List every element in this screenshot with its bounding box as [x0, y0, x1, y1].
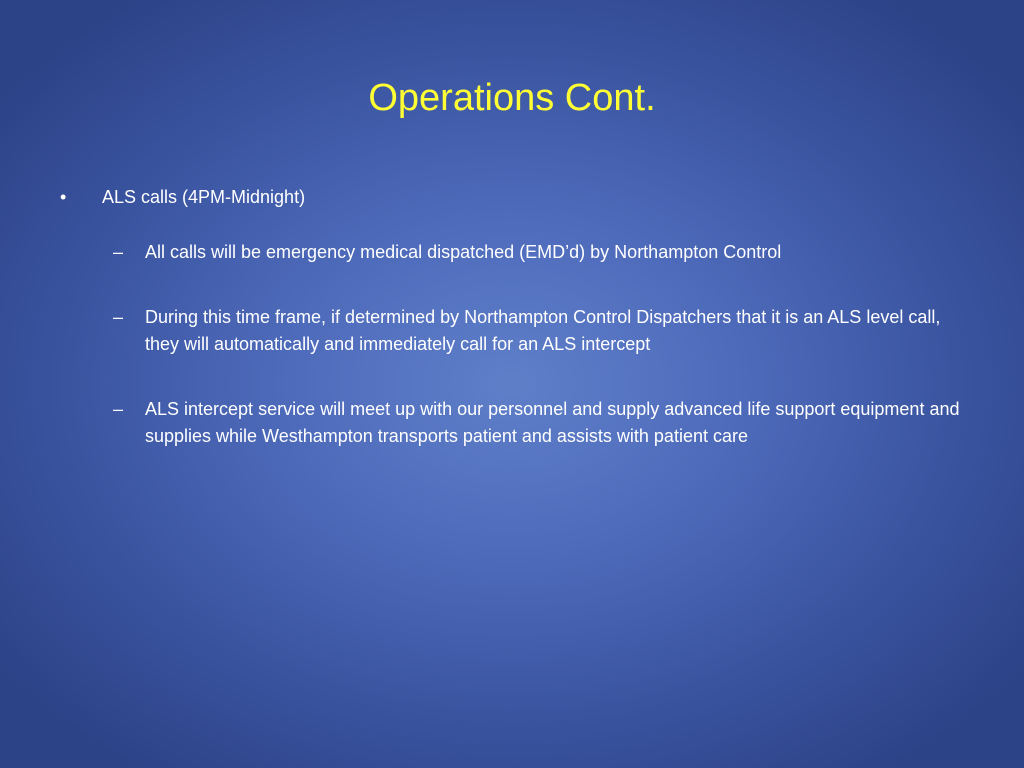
sub-bullet-item — [113, 396, 968, 450]
sub-bullet-item — [113, 239, 968, 266]
dash-marker: – — [113, 242, 124, 262]
bullet-item — [58, 184, 968, 211]
sub-bullet-item — [113, 304, 968, 358]
dash-marker: – — [113, 307, 124, 327]
slide-content — [58, 184, 968, 488]
bullet-text: ALS calls (4PM-Midnight) — [102, 187, 306, 207]
bullet-marker: • — [60, 187, 67, 207]
sub-bullet-text: During this time frame, if determined by Northampton Control Dispatchers that it is an ALS level call, they will automatically and immediately call for an ALS intercept — [145, 307, 941, 354]
slide-title: Operations Cont. — [368, 77, 656, 119]
sub-bullet-text: ALS intercept service will meet up with our personnel and supply advanced life support equipment and supplies while Westhampton transports patient and assists with patient care — [145, 399, 960, 446]
dash-marker: – — [113, 399, 124, 419]
sub-bullet-text: All calls will be emergency medical dispatched (EMD’d) by Northampton Control — [145, 242, 782, 262]
